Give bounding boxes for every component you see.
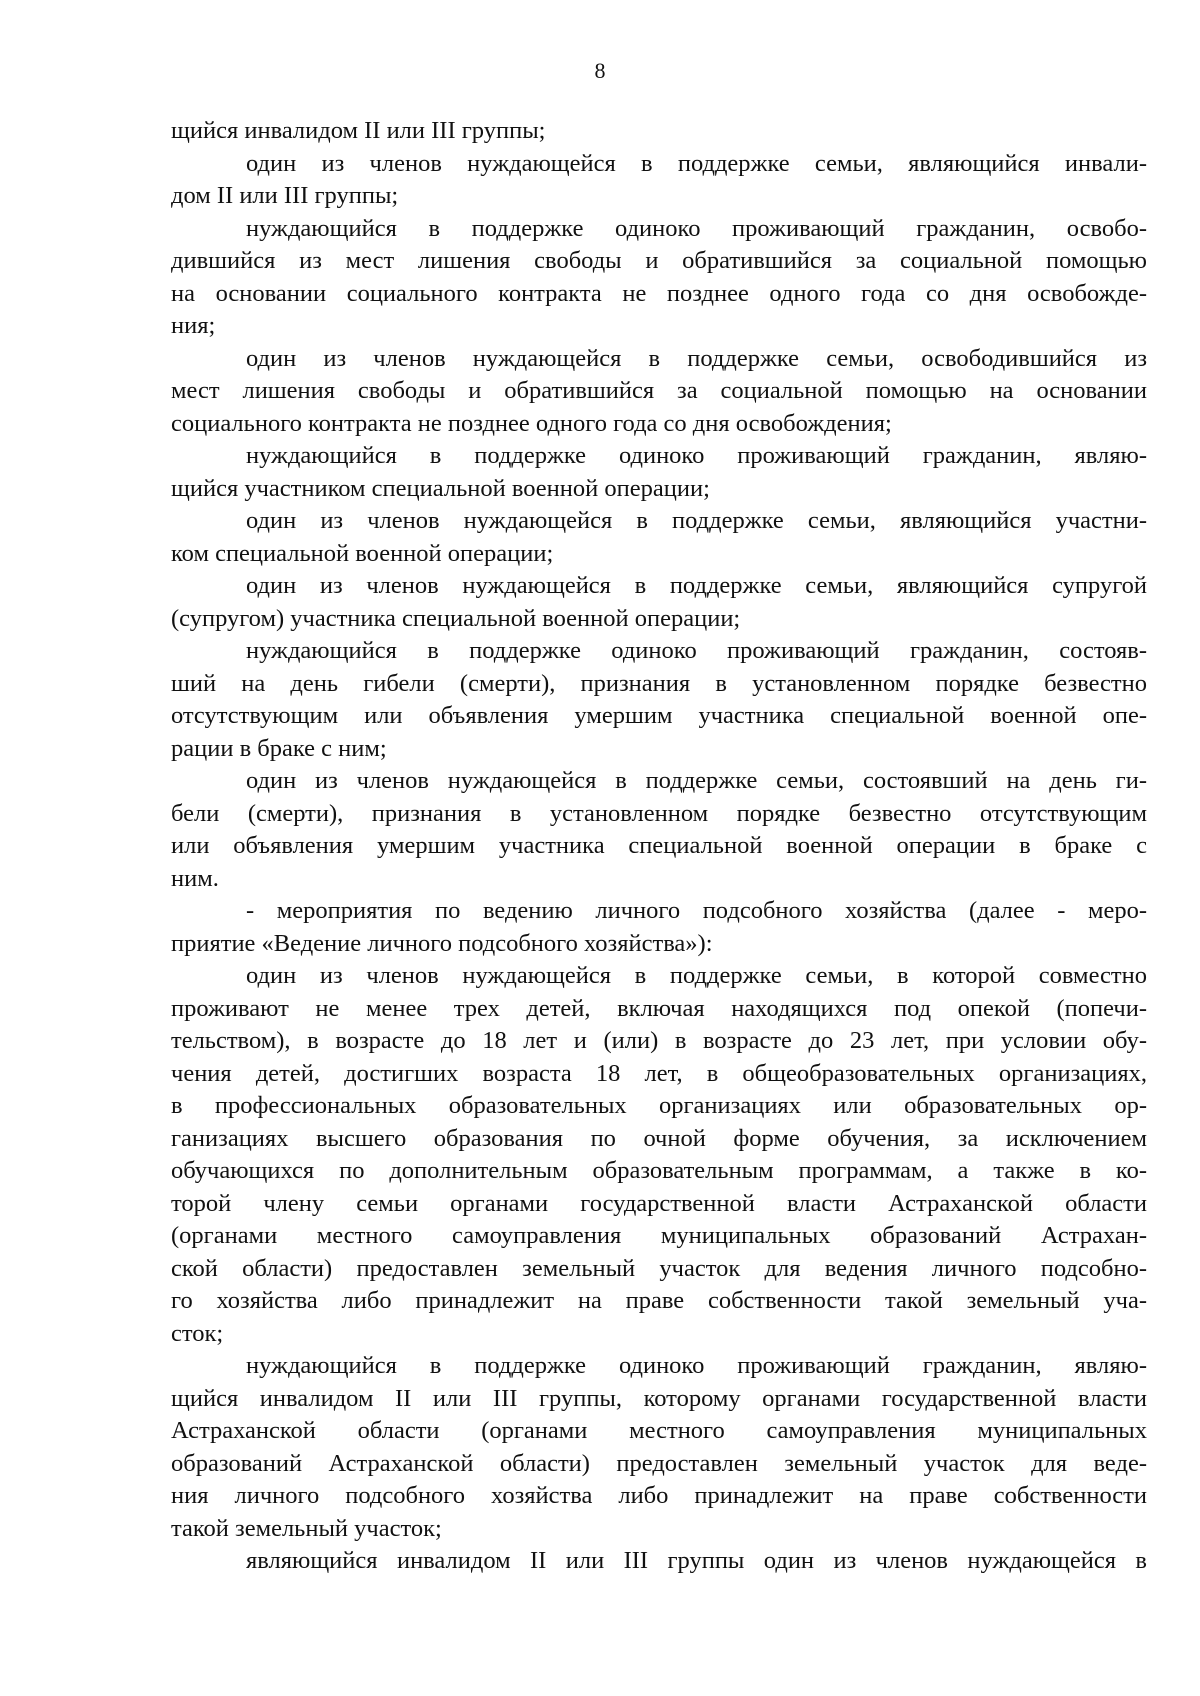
text-line: ший на день гибели (смерти), признания в установленном порядке безвестно <box>171 669 1147 697</box>
paragraph-first-line: являющийся инвалидом II или III группы один из членов нуждающейся в <box>246 1547 1147 1574</box>
text-line: или объявления умершим участника специальной военной операции в браке с <box>171 832 1147 859</box>
text-line: го хозяйства либо принадлежит на праве собственности такой земельный уча- <box>171 1287 1147 1314</box>
paragraph-first-line: один из членов нуждающейся в поддержке семьи, являющийся участни- <box>246 507 1147 534</box>
text-line: (органами местного самоуправления муниципальных образований Астрахан- <box>171 1222 1147 1249</box>
paragraph-first-line: один из членов нуждающейся в поддержке семьи, в которой совместно <box>246 962 1147 989</box>
text-line: отсутствующим или объявления умершим участника специальной военной опе- <box>171 702 1147 729</box>
text-line: образований Астраханской области) предоставлен земельный участок для веде- <box>171 1449 1147 1477</box>
paragraph-first-line: нуждающийся в поддержке одиноко проживающий гражданин, состояв- <box>246 637 1147 664</box>
text-line: дившийся из мест лишения свободы и обратившийся за социальной помощью <box>171 247 1147 274</box>
text-line: (супругом) участника специальной военной операции; <box>171 604 741 632</box>
text-line: обучающихся по дополнительным образовательным программам, а также в ко- <box>171 1157 1147 1184</box>
text-line: щийся участником специальной военной операции; <box>171 474 710 502</box>
text-line: проживают не менее трех детей, включая находящихся под опекой (попечи- <box>171 994 1147 1022</box>
text-line: на основании социального контракта не позднее одного года со дня освобожде- <box>171 279 1147 307</box>
paragraph-first-line: один из членов нуждающейся в поддержке семьи, являющийся супругой <box>246 572 1147 599</box>
text-line: щийся инвалидом II или III группы; <box>171 117 546 144</box>
text-line: ком специальной военной операции; <box>171 539 554 567</box>
text-line: в профессиональных образовательных организациях или образовательных ор- <box>171 1092 1147 1119</box>
text-line: сток; <box>171 1319 224 1347</box>
paragraph-first-line: один из членов нуждающейся в поддержке семьи, освободившийся из <box>246 344 1147 372</box>
text-line: такой земельный участок; <box>171 1514 442 1542</box>
text-line: мест лишения свободы и обратившийся за социальной помощью на основании <box>171 377 1147 404</box>
document-body <box>171 115 1147 1578</box>
text-line: дом II или III группы; <box>171 182 399 209</box>
page-number: 8 <box>594 58 606 83</box>
text-line: ния; <box>171 312 216 339</box>
paragraph-first-line: нуждающийся в поддержке одиноко проживающий гражданин, являю- <box>246 442 1147 469</box>
paragraph-first-line: один из членов нуждающейся в поддержке семьи, состоявший на день ги- <box>246 767 1147 794</box>
text-line: Астраханской области (органами местного самоуправления муниципальных <box>171 1417 1147 1444</box>
paragraph-first-line: один из членов нуждающейся в поддержке семьи, являющийся инвали- <box>246 149 1147 177</box>
text-line: тельством), в возрасте до 18 лет и (или) в возрасте до 23 лет, при условии обу- <box>171 1027 1147 1054</box>
text-line: рации в браке с ним; <box>171 734 387 762</box>
paragraph-first-line: - мероприятия по ведению личного подсобного хозяйства (далее - меро- <box>246 897 1147 924</box>
text-line: ния личного подсобного хозяйства либо принадлежит на праве собственности <box>171 1482 1147 1509</box>
text-line: ганизациях высшего образования по очной форме обучения, за исключением <box>171 1124 1147 1152</box>
text-line: торой члену семьи органами государственной власти Астраханской области <box>171 1189 1147 1217</box>
text-line: социального контракта не позднее одного года со дня освобождения; <box>171 409 892 437</box>
paragraph-first-line: нуждающийся в поддержке одиноко проживающий гражданин, освобо- <box>246 214 1147 242</box>
text-line: приятие «Ведение личного подсобного хозяйства»): <box>171 929 713 957</box>
text-line: бели (смерти), признания в установленном порядке безвестно отсутствующим <box>171 799 1147 827</box>
text-line: чения детей, достигших возраста 18 лет, в общеобразовательных организациях, <box>171 1059 1147 1087</box>
paragraph-first-line: нуждающийся в поддержке одиноко проживающий гражданин, являю- <box>246 1352 1147 1379</box>
text-line: щийся инвалидом II или III группы, которому органами государственной власти <box>171 1384 1147 1412</box>
text-line: ской области) предоставлен земельный участок для ведения личного подсобно- <box>171 1254 1147 1282</box>
text-line: ним. <box>171 864 219 892</box>
